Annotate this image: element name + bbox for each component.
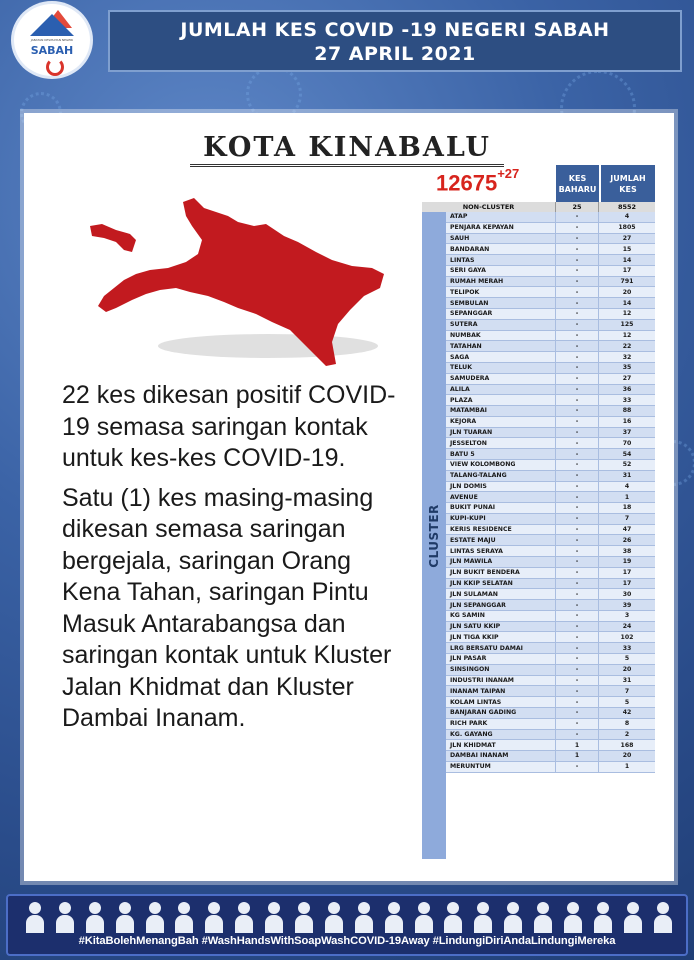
cluster-new-cell: -: [556, 460, 599, 470]
cluster-name-cell: MERUNTUM: [446, 762, 556, 772]
frontliner-figure-icon: [413, 900, 435, 934]
cluster-new-cell: -: [556, 438, 599, 448]
table-row: [446, 492, 655, 503]
cluster-name-cell: KUPI-KUPI: [446, 514, 556, 524]
cluster-new-cell: -: [556, 298, 599, 308]
cluster-name-cell: SEPANGGAR: [446, 309, 556, 319]
cluster-name-cell: JLN KHIDMAT: [446, 740, 556, 750]
table-row: [446, 600, 655, 611]
cluster-new-cell: -: [556, 514, 599, 524]
table-row: [446, 557, 655, 568]
cluster-total-cell: 39: [622, 601, 632, 609]
table-row: [446, 708, 655, 719]
cluster-total-cell: 12: [622, 310, 632, 318]
cluster-new-cell: -: [556, 385, 599, 395]
kota-kinabalu-map: [88, 196, 388, 368]
total-cases: [436, 166, 520, 196]
cluster-total-cell: 168: [620, 741, 634, 749]
cluster-new-cell: -: [556, 492, 599, 502]
table-row: [446, 686, 655, 697]
cluster-total-cell: 20: [622, 666, 632, 674]
table-row: [446, 374, 655, 385]
cluster-name-cell: VIEW KOLOMBONG: [446, 460, 556, 470]
frontliner-figure-icon: [353, 900, 375, 934]
cluster-total-cell: 2: [624, 730, 630, 738]
cluster-new-cell: -: [556, 374, 599, 384]
table-row: [446, 406, 655, 417]
cluster-total-cell: 20: [622, 752, 632, 760]
cluster-total-cell: 88: [622, 407, 632, 415]
table-row: [446, 730, 655, 741]
total-new-cases: +27: [497, 166, 520, 181]
logo-small-text: JABATAN KESIHATAN NEGERI: [30, 38, 74, 42]
header-title-box: [108, 10, 682, 72]
cluster-new-cell: -: [556, 546, 599, 556]
page-title: JUMLAH KES COVID -19 NEGERI SABAH: [180, 19, 610, 41]
cluster-name-cell: MATAMBAI: [446, 406, 556, 416]
cluster-total-cell: 33: [622, 396, 632, 404]
cluster-total-cell: 8: [624, 720, 630, 728]
table-row: [446, 298, 655, 309]
cluster-group-label: [422, 212, 446, 859]
cluster-new-cell: -: [556, 535, 599, 545]
table-row: [446, 320, 655, 331]
cluster-new-cell: -: [556, 579, 599, 589]
cluster-total-cell: 7: [624, 687, 630, 695]
map-island: [90, 224, 136, 252]
table-row: [446, 568, 655, 579]
cluster-new-cell: -: [556, 643, 599, 653]
cluster-new-cell: -: [556, 428, 599, 438]
cluster-new-cell: -: [556, 223, 599, 233]
table-row: [446, 234, 655, 245]
cluster-total-cell: 32: [622, 353, 632, 361]
table-row: [446, 535, 655, 546]
table-row: [446, 352, 655, 363]
cluster-new-cell: -: [556, 697, 599, 707]
cluster-new-cell: -: [556, 557, 599, 567]
cluster-new-cell: -: [556, 482, 599, 492]
cluster-name-cell: BANJARAN GADING: [446, 708, 556, 718]
table-row: [446, 385, 655, 396]
cluster-new-cell: -: [556, 266, 599, 276]
footer-hashtags: #KitaBolehMenangBah #WashHandsWithSoapWashCOVID-19Away #LindungiDiriAndaLindungiMereka: [78, 935, 616, 947]
frontliner-figure-icon: [622, 900, 644, 934]
cluster-new-cell: -: [556, 471, 599, 481]
cluster-new-cell: -: [556, 341, 599, 351]
table-row: [446, 697, 655, 708]
cluster-new-cell: -: [556, 654, 599, 664]
cluster-new-cell: -: [556, 352, 599, 362]
total-cases-value: 12675: [436, 170, 498, 196]
cluster-new-cell: -: [556, 719, 599, 729]
frontliner-figure-icon: [24, 900, 46, 934]
frontliner-figure-icon: [323, 900, 345, 934]
cluster-name-cell: SAGA: [446, 352, 556, 362]
cluster-new-cell: -: [556, 234, 599, 244]
cluster-name-cell: KERIS RESIDENCE: [446, 525, 556, 535]
table-row: [446, 449, 655, 460]
cluster-name-cell: ALILA: [446, 385, 556, 395]
cluster-new-cell: -: [556, 287, 599, 297]
cluster-new-cell: -: [556, 686, 599, 696]
cluster-name-cell: BATU 5: [446, 449, 556, 459]
cluster-name-cell: DAMBAI INANAM: [446, 751, 556, 761]
cluster-name-cell: SEMBULAN: [446, 298, 556, 308]
cluster-new-cell: -: [556, 406, 599, 416]
cluster-name-cell: KOLAM LINTAS: [446, 697, 556, 707]
cluster-total-cell: 52: [622, 461, 632, 469]
table-row: [446, 266, 655, 277]
cluster-new-cell: -: [556, 611, 599, 621]
cluster-new-cell: -: [556, 730, 599, 740]
cluster-name-cell: PLAZA: [446, 395, 556, 405]
cluster-new-cell: -: [556, 331, 599, 341]
table-row: [446, 740, 655, 751]
cluster-new-cell: -: [556, 762, 599, 772]
description-paragraph: 22 kes dikesan positif COVID-19 semasa saringan kontak untuk kes-kes COVID-19.: [62, 381, 396, 472]
case-description: [62, 380, 412, 743]
non-cluster-row: [422, 202, 655, 212]
cluster-name-cell: TATAHAN: [446, 341, 556, 351]
cluster-name-cell: INDUSTRI INANAM: [446, 676, 556, 686]
cluster-name-cell: NUMBAK: [446, 331, 556, 341]
footer-banner: [6, 894, 688, 956]
table-row: [446, 762, 655, 773]
cluster-total-cell: 70: [622, 439, 632, 447]
non-cluster-total: 8552: [617, 203, 637, 211]
table-row: [446, 482, 655, 493]
table-row: [446, 632, 655, 643]
cluster-new-cell: -: [556, 363, 599, 373]
table-row: [446, 643, 655, 654]
frontliner-figure-icon: [383, 900, 405, 934]
table-row: [446, 546, 655, 557]
frontliner-figure-icon: [293, 900, 315, 934]
cluster-name-cell: TALANG-TALANG: [446, 471, 556, 481]
table-row: [446, 503, 655, 514]
cluster-name-cell: LINTAS SERAYA: [446, 546, 556, 556]
cluster-name-cell: SUTERA: [446, 320, 556, 330]
cluster-total-cell: 4: [624, 482, 630, 490]
cluster-name-cell: JESSELTON: [446, 438, 556, 448]
frontliner-figure-icon: [472, 900, 494, 934]
cluster-total-cell: 125: [620, 321, 634, 329]
cluster-total-cell: 35: [622, 364, 632, 372]
cluster-name-cell: SERI GAYA: [446, 266, 556, 276]
cluster-name-cell: JLN SEPANGGAR: [446, 600, 556, 610]
cluster-total-cell: 30: [622, 590, 632, 598]
table-row: [446, 676, 655, 687]
cluster-total-cell: 791: [620, 278, 634, 286]
table-row: [446, 309, 655, 320]
column-header-total-cases: JUMLAH KES: [601, 165, 655, 202]
cluster-new-cell: -: [556, 503, 599, 513]
cluster-total-cell: 54: [622, 450, 632, 458]
cluster-table: [446, 212, 655, 773]
table-row: [446, 622, 655, 633]
cluster-new-cell: -: [556, 320, 599, 330]
frontliner-figure-icon: [562, 900, 584, 934]
frontliner-figure-icon: [442, 900, 464, 934]
frontliner-figure-icon: [203, 900, 225, 934]
cluster-name-cell: KG. GAYANG: [446, 730, 556, 740]
non-cluster-new: 25: [556, 202, 599, 212]
cluster-total-cell: 5: [624, 698, 630, 706]
table-row: [446, 341, 655, 352]
cluster-name-cell: TELUK: [446, 363, 556, 373]
cluster-new-cell: -: [556, 600, 599, 610]
cluster-group-text: CLUSTER: [427, 503, 442, 568]
logo-word: SABAH: [30, 44, 74, 57]
cluster-total-cell: 3: [624, 612, 630, 620]
cluster-total-cell: 31: [622, 676, 632, 684]
table-row: [446, 460, 655, 471]
cluster-total-cell: 1: [624, 763, 630, 771]
cluster-name-cell: JLN DOMIS: [446, 482, 556, 492]
frontliner-figure-icon: [173, 900, 195, 934]
cluster-total-cell: 33: [622, 644, 632, 652]
cluster-total-cell: 102: [620, 633, 634, 641]
cluster-total-cell: 31: [622, 472, 632, 480]
cluster-total-cell: 14: [622, 256, 632, 264]
table-row: [446, 719, 655, 730]
table-row: [446, 525, 655, 536]
table-row: [446, 363, 655, 374]
cluster-new-cell: -: [556, 417, 599, 427]
district-title: KOTA KINABALU: [190, 132, 504, 167]
cluster-name-cell: BUKIT PUNAI: [446, 503, 556, 513]
table-row: [446, 255, 655, 266]
cluster-name-cell: ESTATE MAJU: [446, 535, 556, 545]
cluster-name-cell: KG SAMIN: [446, 611, 556, 621]
cluster-total-cell: 37: [622, 429, 632, 437]
cluster-name-cell: JLN SATU KKIP: [446, 622, 556, 632]
table-row: [446, 244, 655, 255]
frontliner-figure-icon: [502, 900, 524, 934]
cluster-total-cell: 47: [622, 526, 632, 534]
cluster-name-cell: JLN MAWILA: [446, 557, 556, 567]
cluster-new-cell: -: [556, 665, 599, 675]
frontliner-figure-icon: [532, 900, 554, 934]
cluster-name-cell: AVENUE: [446, 492, 556, 502]
table-row: [446, 471, 655, 482]
cluster-new-cell: -: [556, 395, 599, 405]
cluster-name-cell: JLN PASAR: [446, 654, 556, 664]
cluster-total-cell: 27: [622, 375, 632, 383]
frontliner-figures: [24, 900, 674, 934]
cluster-total-cell: 20: [622, 288, 632, 296]
sabah-health-logo: [14, 4, 90, 76]
table-row: [446, 514, 655, 525]
non-cluster-name: NON-CLUSTER: [422, 202, 556, 212]
table-row: [446, 589, 655, 600]
table-row: [446, 287, 655, 298]
cluster-name-cell: SAMUDERA: [446, 374, 556, 384]
table-row: [446, 331, 655, 342]
cluster-total-cell: 15: [622, 245, 632, 253]
cluster-name-cell: JLN KKIP SELATAN: [446, 579, 556, 589]
table-row: [446, 223, 655, 234]
cluster-total-cell: 36: [622, 385, 632, 393]
cluster-new-cell: -: [556, 277, 599, 287]
cluster-new-cell: -: [556, 622, 599, 632]
frontliner-figure-icon: [114, 900, 136, 934]
frontliner-figure-icon: [144, 900, 166, 934]
table-row: [446, 438, 655, 449]
frontliner-figure-icon: [54, 900, 76, 934]
cluster-name-cell: SAUH: [446, 234, 556, 244]
cluster-total-cell: 1805: [618, 224, 636, 232]
frontliner-figure-icon: [592, 900, 614, 934]
cluster-total-cell: 27: [622, 234, 632, 242]
frontliner-figure-icon: [263, 900, 285, 934]
cluster-new-cell: -: [556, 525, 599, 535]
cluster-new-cell: -: [556, 568, 599, 578]
cluster-total-cell: 18: [622, 504, 632, 512]
cluster-total-cell: 16: [622, 418, 632, 426]
table-row: [446, 212, 655, 223]
cluster-new-cell: 1: [556, 751, 599, 761]
cluster-name-cell: JLN TIGA KKIP: [446, 632, 556, 642]
cluster-total-cell: 7: [624, 515, 630, 523]
cluster-new-cell: -: [556, 244, 599, 254]
cluster-total-cell: 22: [622, 342, 632, 350]
frontliner-figure-icon: [233, 900, 255, 934]
cluster-total-cell: 17: [622, 579, 632, 587]
cluster-name-cell: PENJARA KEPAYAN: [446, 223, 556, 233]
cluster-new-cell: -: [556, 449, 599, 459]
cluster-new-cell: -: [556, 255, 599, 265]
cluster-total-cell: 24: [622, 623, 632, 631]
table-row: [446, 751, 655, 762]
table-row: [446, 611, 655, 622]
cluster-name-cell: RUMAH MERAH: [446, 277, 556, 287]
cluster-total-cell: 5: [624, 655, 630, 663]
cluster-new-cell: -: [556, 589, 599, 599]
cluster-name-cell: SINSINGON: [446, 665, 556, 675]
table-row: [446, 654, 655, 665]
cluster-total-cell: 42: [622, 709, 632, 717]
cluster-total-cell: 26: [622, 536, 632, 544]
table-row: [446, 277, 655, 288]
cluster-total-cell: 17: [622, 267, 632, 275]
cluster-total-cell: 38: [622, 547, 632, 555]
frontliner-figure-icon: [84, 900, 106, 934]
table-row: [446, 579, 655, 590]
cluster-name-cell: LRG BERSATU DAMAI: [446, 643, 556, 653]
cluster-total-cell: 19: [622, 558, 632, 566]
table-row: [446, 395, 655, 406]
cluster-name-cell: BANDARAN: [446, 244, 556, 254]
cluster-name-cell: RICH PARK: [446, 719, 556, 729]
cluster-total-cell: 14: [622, 299, 632, 307]
cluster-new-cell: -: [556, 676, 599, 686]
cluster-name-cell: LINTAS: [446, 255, 556, 265]
cluster-name-cell: ATAP: [446, 212, 556, 222]
table-row: [446, 428, 655, 439]
cluster-name-cell: JLN TUARAN: [446, 428, 556, 438]
cluster-new-cell: -: [556, 632, 599, 642]
cluster-total-cell: 17: [622, 569, 632, 577]
page-date: 27 APRIL 2021: [314, 43, 476, 65]
cluster-name-cell: KEJORA: [446, 417, 556, 427]
cluster-new-cell: -: [556, 212, 599, 222]
column-header-new-cases: KES BAHARU: [556, 165, 599, 202]
cluster-new-cell: 1: [556, 740, 599, 750]
cluster-total-cell: 4: [624, 213, 630, 221]
cluster-new-cell: -: [556, 708, 599, 718]
description-paragraph: Satu (1) kes masing-masing dikesan semasa saringan bergejala, saringan Orang Kena Tahan, saringan Pintu Masuk Antarabangsa dan saringan kontak untuk Kluster Jalan Khidmat dan Kluster Dambai Inanam.: [62, 483, 392, 732]
frontliner-figure-icon: [652, 900, 674, 934]
cluster-name-cell: INANAM TAIPAN: [446, 686, 556, 696]
table-row: [446, 665, 655, 676]
cluster-name-cell: JLN SULAMAN: [446, 589, 556, 599]
table-row: [446, 417, 655, 428]
cluster-new-cell: -: [556, 309, 599, 319]
cluster-name-cell: JLN BUKIT BENDERA: [446, 568, 556, 578]
cluster-name-cell: TELIPOK: [446, 287, 556, 297]
cluster-total-cell: 1: [624, 493, 630, 501]
cluster-total-cell: 12: [622, 331, 632, 339]
